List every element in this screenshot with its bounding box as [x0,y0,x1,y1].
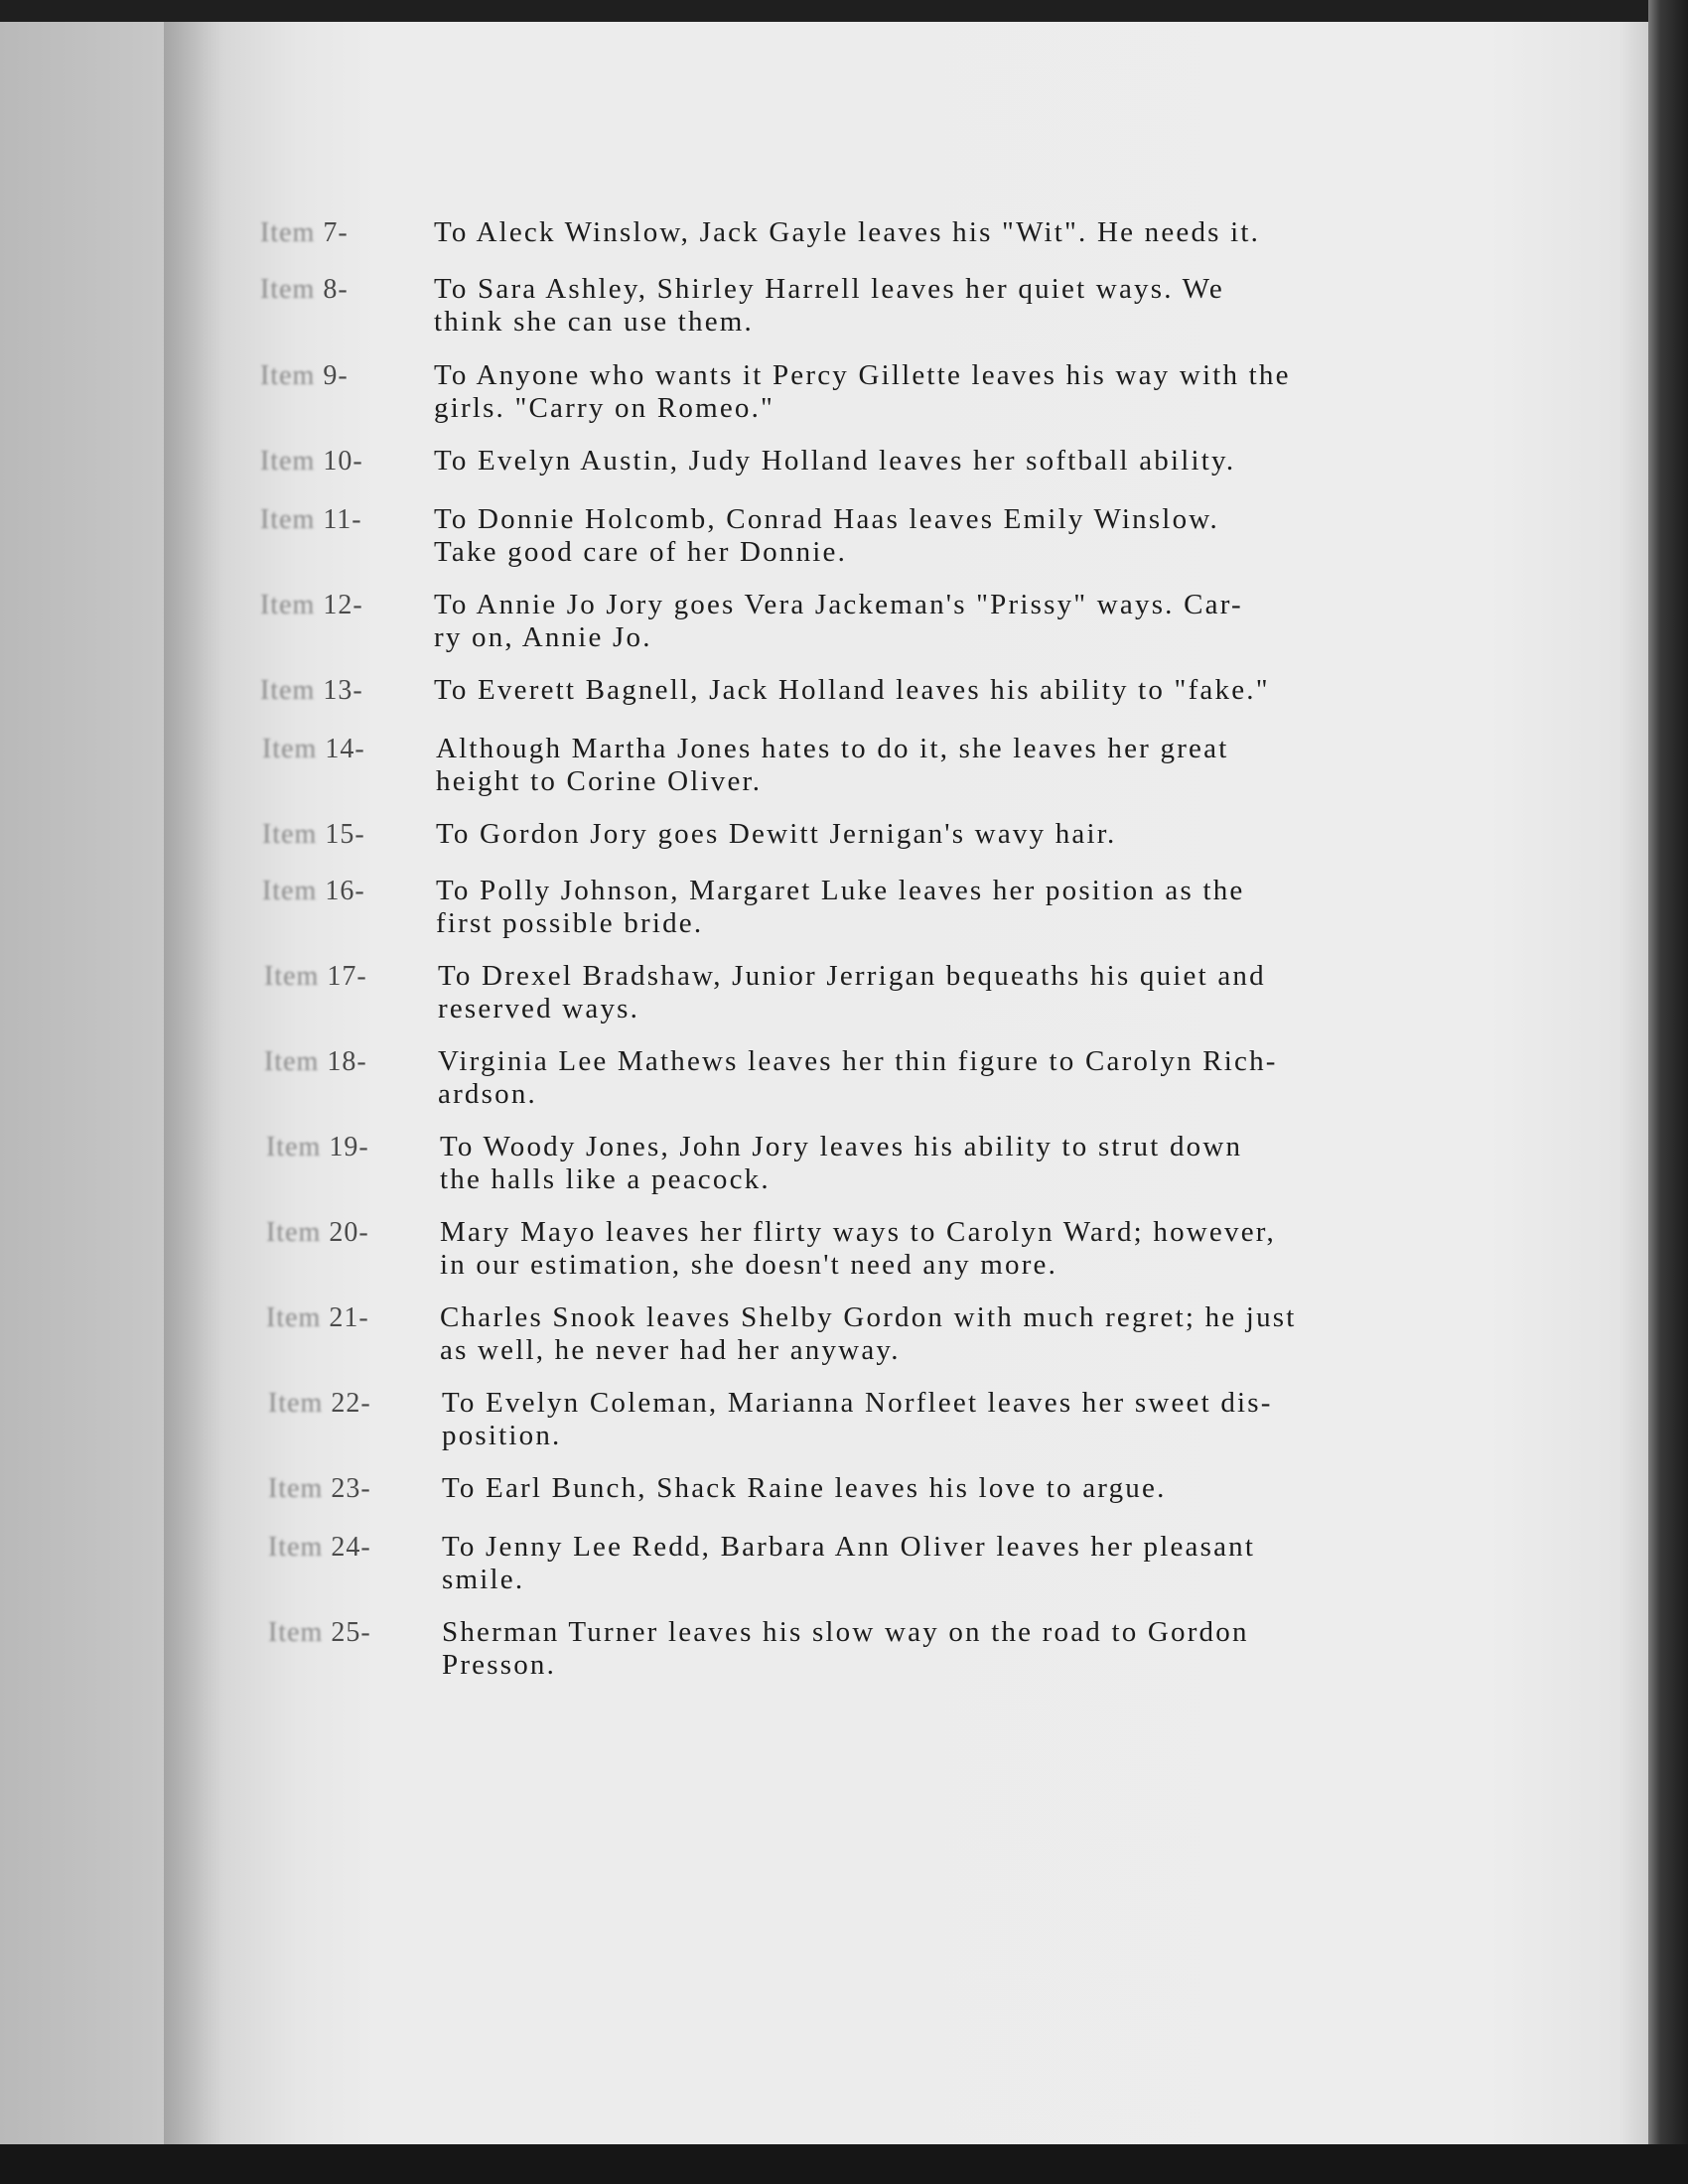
item-number: 19- [329,1132,369,1162]
item-prefix: Item [260,590,316,620]
item-number-label [268,1616,432,1649]
item-number-label [260,503,424,536]
item-prefix: Item [266,1132,322,1162]
item-number-label [268,1387,432,1420]
item-number: 14- [325,734,365,764]
item-number: 24- [331,1532,371,1563]
item-number: 10- [323,446,363,477]
item-number-label [260,589,424,621]
item-prefix: Item [264,961,320,992]
item-prefix: Item [260,446,316,477]
item-number-label [260,359,424,392]
item-number-label [262,875,426,907]
item-number-label [268,1472,432,1505]
item-number: 20- [329,1217,369,1248]
item-number-label [262,733,426,765]
item-number: 18- [327,1046,367,1077]
bequest-text: To Earl Bunch, Shack Raine leaves his love to argue. [442,1472,1167,1504]
item-number: 13- [323,675,363,706]
item-number: 23- [331,1473,371,1504]
bequest-text: Sherman Turner leaves his slow way on the road to Gordon Presson. [442,1616,1249,1681]
bequest-text: To Sara Ashley, Shirley Harrell leaves her quiet ways. We think she can use them. [434,273,1224,338]
binding-gutter-shadow [164,0,223,2144]
item-prefix: Item [264,1046,320,1077]
scan-top-border [0,0,1688,22]
item-prefix: Item [260,217,316,248]
item-number-label [260,216,424,249]
item-prefix: Item [268,1532,324,1563]
item-number: 15- [325,819,365,850]
item-number: 7- [323,217,349,248]
item-number: 16- [325,876,365,906]
item-prefix: Item [260,360,316,391]
item-number-label [268,1531,432,1564]
bequest-text: To Evelyn Austin, Judy Holland leaves her softball ability. [434,445,1236,477]
bequest-text: To Drexel Bradshaw, Junior Jerrigan bequeaths his quiet and reserved ways. [438,960,1266,1024]
item-number: 22- [331,1388,371,1419]
bequest-text: To Donnie Holcomb, Conrad Haas leaves Emily Winslow. Take good care of her Donnie. [434,503,1219,568]
bequest-text: To Evelyn Coleman, Marianna Norfleet leaves her sweet dis- position. [442,1387,1273,1451]
item-number-label [264,960,428,993]
scan-right-border [1648,0,1688,2184]
item-number: 25- [331,1617,371,1648]
item-number-label [260,674,424,707]
item-prefix: Item [260,675,316,706]
bequest-text: Charles Snook leaves Shelby Gordon with much regret; he just as well, he never had her anyway. [440,1301,1297,1366]
bequest-text: To Woody Jones, John Jory leaves his ability to strut down the halls like a peacock. [440,1131,1243,1195]
bequest-text: Although Martha Jones hates to do it, she leaves her great height to Corine Oliver. [436,733,1229,797]
bequest-text: To Anyone who wants it Percy Gillette leaves his way with the girls. "Carry on Romeo." [434,359,1291,424]
scan-bottom-border [0,2144,1688,2184]
item-prefix: Item [266,1217,322,1248]
item-number: 21- [329,1302,369,1333]
item-number-label [262,818,426,851]
item-number: 12- [323,590,363,620]
item-prefix: Item [260,274,316,305]
bequest-text: To Annie Jo Jory goes Vera Jackeman's "Prissy" ways. Car- ry on, Annie Jo. [434,589,1243,653]
item-number-label [266,1301,430,1334]
item-prefix: Item [268,1617,324,1648]
item-number: 9- [323,360,349,391]
item-number: 8- [323,274,349,305]
bequest-text: To Gordon Jory goes Dewitt Jernigan's wavy hair. [436,818,1117,850]
item-prefix: Item [262,819,318,850]
item-number-label [266,1131,430,1163]
bequest-text: To Aleck Winslow, Jack Gayle leaves his "Wit". He needs it. [434,216,1261,248]
bequest-text: Mary Mayo leaves her flirty ways to Carolyn Ward; however, in our estimation, she doesn't need any more. [440,1216,1276,1281]
bequest-text: To Polly Johnson, Margaret Luke leaves her position as the first possible bride. [436,875,1245,939]
item-prefix: Item [268,1473,324,1504]
item-number-label [260,273,424,306]
bequest-text: To Jenny Lee Redd, Barbara Ann Oliver leaves her pleasant smile. [442,1531,1256,1595]
bequest-text: Virginia Lee Mathews leaves her thin figure to Carolyn Rich- ardson. [438,1045,1278,1110]
item-prefix: Item [268,1388,324,1419]
item-number: 11- [323,504,362,535]
item-prefix: Item [260,504,316,535]
item-number-label [260,445,424,478]
item-prefix: Item [262,876,318,906]
item-number-label [264,1045,428,1078]
item-prefix: Item [262,734,318,764]
bequest-text: To Everett Bagnell, Jack Holland leaves his ability to "fake." [434,674,1270,706]
item-prefix: Item [266,1302,322,1333]
item-number-label [266,1216,430,1249]
item-number: 17- [327,961,367,992]
